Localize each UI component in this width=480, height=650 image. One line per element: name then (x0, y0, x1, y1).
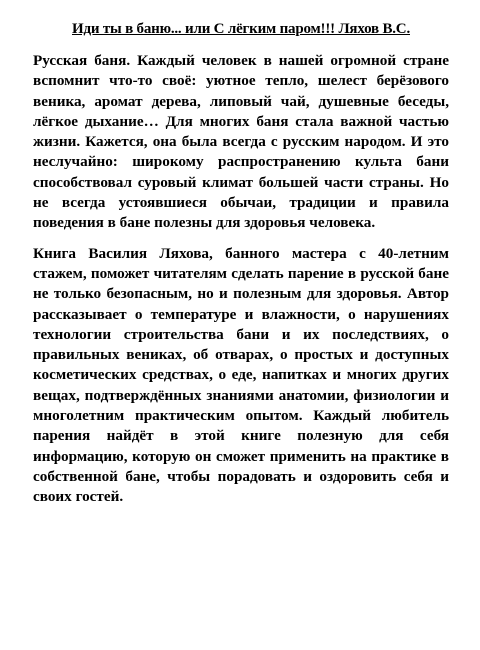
document-title: Иди ты в баню... или С лёгким паром!!! Ляхов В.С. (72, 21, 410, 37)
document-page (33, 20, 449, 508)
paragraph-book-description: Книга Василия Ляхова, банного мастера с 40-летним стажем, поможет читателям сделать парение в русской бане не только безопасным, но и полезным для здоровья. Автор рассказывает о температуре и влажности, о нарушениях технологии строительства бани и их последствиях, о правильных вениках, об отварах, о простых и доступных косметических средствах, о еде, напитках и многих других вещах, подтверждённых знаниями анатомии, физиологии и многолетним практическим опытом. Каждый любитель парения найдёт в этой книге полезную для себя информацию, которую он сможет применить на практике в собственной бане, чтобы порадовать и оздоровить себя и своих гостей. (33, 244, 449, 506)
paragraph-intro: Русская баня. Каждый человек в нашей огромной стране вспомнит что-то своё: уютное тепло, шелест берёзового веника, аромат дерева, липовый чай, душевные беседы, лёгкое дыхание… Для многих баня стала важной частью жизни. Кажется, она была всегда с русским народом. И это неслучайно: широкому распространению культа бани способствовал суровый климат большей части страны. Но не всегда устоявшиеся обычаи, традиции и правила поведения в бане полезны для здоровья человека. (33, 52, 449, 232)
